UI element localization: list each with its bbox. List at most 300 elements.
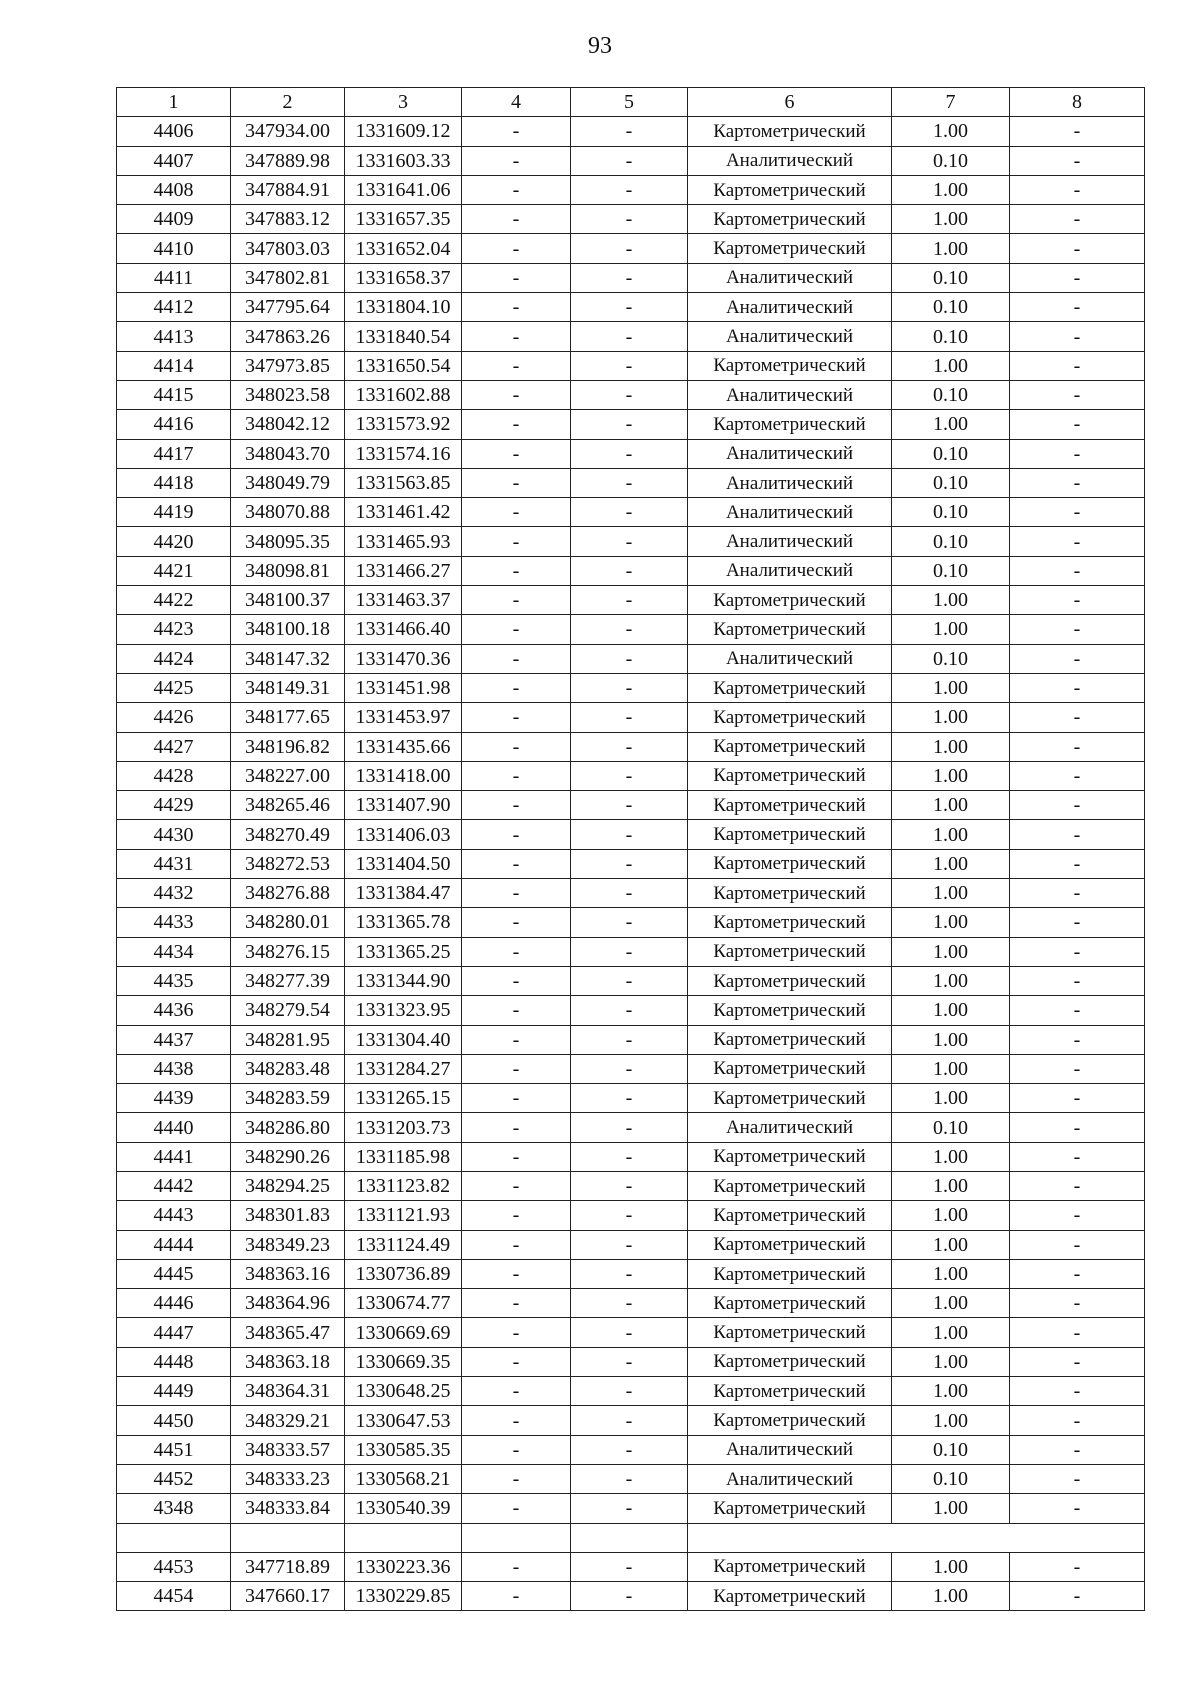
table-row — [117, 1435, 1145, 1464]
column-header: 2 — [231, 88, 345, 117]
table-row — [117, 410, 1145, 439]
table-cell: - — [1010, 937, 1145, 966]
table-cell: 4415 — [117, 380, 231, 409]
table-cell: Картометрический — [688, 1318, 892, 1347]
table-cell: 1331840.54 — [345, 322, 462, 351]
table-cell: - — [1010, 1025, 1145, 1054]
table-cell: - — [571, 1318, 688, 1347]
table-row — [117, 1464, 1145, 1493]
table-cell: - — [1010, 234, 1145, 263]
table-cell: - — [462, 1318, 571, 1347]
table-cell: Аналитический — [688, 1113, 892, 1142]
table-cell-empty — [231, 1523, 345, 1552]
table-cell: - — [571, 1054, 688, 1083]
table-cell: 348333.57 — [231, 1435, 345, 1464]
table-cell: Аналитический — [688, 439, 892, 468]
table-row — [117, 966, 1145, 995]
table-cell: 1.00 — [892, 1377, 1010, 1406]
table-cell: - — [1010, 673, 1145, 702]
table-cell: 348363.18 — [231, 1347, 345, 1376]
table-cell: 348329.21 — [231, 1406, 345, 1435]
table-row — [117, 1113, 1145, 1142]
table-cell: Картометрический — [688, 1171, 892, 1200]
table-cell: - — [1010, 351, 1145, 380]
table-cell: - — [462, 1142, 571, 1171]
table-cell: 1.00 — [892, 703, 1010, 732]
table-cell: 347795.64 — [231, 293, 345, 322]
table-cell: - — [462, 263, 571, 292]
table-cell: - — [462, 556, 571, 585]
table-cell: 4437 — [117, 1025, 231, 1054]
table-cell: 4452 — [117, 1464, 231, 1493]
table-cell: 0.10 — [892, 293, 1010, 322]
table-cell: - — [571, 322, 688, 351]
table-cell: - — [571, 410, 688, 439]
table-cell: 0.10 — [892, 1464, 1010, 1493]
column-header: 4 — [462, 88, 571, 117]
table-cell: 347863.26 — [231, 322, 345, 351]
table-cell: - — [462, 703, 571, 732]
table-cell: - — [462, 322, 571, 351]
table-cell: 348042.12 — [231, 410, 345, 439]
table-cell: 4406 — [117, 117, 231, 146]
table-cell: - — [462, 937, 571, 966]
table-cell-empty — [462, 1523, 571, 1552]
table-cell: 1.00 — [892, 908, 1010, 937]
table-cell: 0.10 — [892, 468, 1010, 497]
table-cell: 1331461.42 — [345, 498, 462, 527]
table-cell: 348365.47 — [231, 1318, 345, 1347]
table-cell: 4417 — [117, 439, 231, 468]
table-cell: 1331470.36 — [345, 644, 462, 673]
table-cell: 4421 — [117, 556, 231, 585]
table-cell: 348294.25 — [231, 1171, 345, 1200]
table-cell: 4441 — [117, 1142, 231, 1171]
table-cell: 1.00 — [892, 673, 1010, 702]
table-cell: - — [462, 644, 571, 673]
table-cell: 348280.01 — [231, 908, 345, 937]
table-cell: 4454 — [117, 1582, 231, 1611]
table-cell: 348100.37 — [231, 586, 345, 615]
table-cell: 1331435.66 — [345, 732, 462, 761]
table-row — [117, 820, 1145, 849]
table-cell: 347884.91 — [231, 175, 345, 204]
table-cell: - — [571, 1113, 688, 1142]
table-cell: - — [1010, 1347, 1145, 1376]
table-cell: 348049.79 — [231, 468, 345, 497]
table-cell: 4425 — [117, 673, 231, 702]
table-cell: 1.00 — [892, 1171, 1010, 1200]
table-row — [117, 175, 1145, 204]
table-cell: 1330674.77 — [345, 1289, 462, 1318]
table-cell: - — [1010, 879, 1145, 908]
table-row — [117, 1582, 1145, 1611]
table-cell: - — [571, 1171, 688, 1200]
table-cell: 4431 — [117, 849, 231, 878]
table-cell: Аналитический — [688, 556, 892, 585]
table-cell: - — [462, 234, 571, 263]
table-cell: 348283.48 — [231, 1054, 345, 1083]
table-cell: - — [1010, 380, 1145, 409]
table-cell: - — [1010, 556, 1145, 585]
table-cell: - — [1010, 1552, 1145, 1581]
table-cell: - — [462, 468, 571, 497]
table-cell: Картометрический — [688, 234, 892, 263]
table-cell: 348276.88 — [231, 879, 345, 908]
table-cell: - — [462, 1406, 571, 1435]
table-cell: 1330568.21 — [345, 1464, 462, 1493]
table-cell: Аналитический — [688, 498, 892, 527]
table-cell: - — [1010, 1054, 1145, 1083]
table-cell: 4420 — [117, 527, 231, 556]
table-cell: - — [1010, 1084, 1145, 1113]
table-cell: 1.00 — [892, 1406, 1010, 1435]
table-cell: - — [462, 849, 571, 878]
table-cell: - — [1010, 586, 1145, 615]
coordinates-table — [116, 87, 1145, 1611]
table-row — [117, 1318, 1145, 1347]
table-cell: 4445 — [117, 1259, 231, 1288]
column-header: 3 — [345, 88, 462, 117]
table-cell: - — [462, 996, 571, 1025]
table-cell: - — [462, 1230, 571, 1259]
table-cell: - — [1010, 175, 1145, 204]
table-cell: - — [571, 761, 688, 790]
table-cell: - — [1010, 1318, 1145, 1347]
table-cell: - — [571, 468, 688, 497]
table-cell: 0.10 — [892, 439, 1010, 468]
table-cell: 1330647.53 — [345, 1406, 462, 1435]
table-cell: - — [1010, 468, 1145, 497]
table-cell: - — [462, 1347, 571, 1376]
table-cell: - — [1010, 1113, 1145, 1142]
table-cell: 1.00 — [892, 1084, 1010, 1113]
table-cell: - — [571, 1347, 688, 1376]
table-cell: Аналитический — [688, 644, 892, 673]
table-cell: Картометрический — [688, 615, 892, 644]
table-row — [117, 732, 1145, 761]
table-cell: 4449 — [117, 1377, 231, 1406]
table-cell: 1331466.40 — [345, 615, 462, 644]
table-cell: - — [571, 1201, 688, 1230]
table-cell: 1331463.37 — [345, 586, 462, 615]
table-cell: - — [571, 1259, 688, 1288]
table-row — [117, 146, 1145, 175]
table-cell: 4442 — [117, 1171, 231, 1200]
table-cell: 0.10 — [892, 380, 1010, 409]
table-cell: - — [1010, 1230, 1145, 1259]
table-cell: 1331641.06 — [345, 175, 462, 204]
table-cell: 4419 — [117, 498, 231, 527]
table-cell: - — [571, 966, 688, 995]
table-cell: Аналитический — [688, 322, 892, 351]
table-cell: 348277.39 — [231, 966, 345, 995]
table-cell: Картометрический — [688, 1494, 892, 1523]
table-cell: 1331203.73 — [345, 1113, 462, 1142]
table-row — [117, 673, 1145, 702]
table-cell: 347883.12 — [231, 205, 345, 234]
table-cell: 348265.46 — [231, 791, 345, 820]
table-cell: 1330229.85 — [345, 1582, 462, 1611]
table-cell: 4407 — [117, 146, 231, 175]
table-row — [117, 791, 1145, 820]
table-cell: 1331185.98 — [345, 1142, 462, 1171]
table-cell: 1331602.88 — [345, 380, 462, 409]
table-cell: - — [571, 879, 688, 908]
table-row — [117, 293, 1145, 322]
table-cell: - — [462, 1494, 571, 1523]
table-cell: 1331603.33 — [345, 146, 462, 175]
table-cell: 4426 — [117, 703, 231, 732]
table-cell: Картометрический — [688, 761, 892, 790]
table-cell: - — [571, 1552, 688, 1581]
column-header: 1 — [117, 88, 231, 117]
table-cell: 348227.00 — [231, 761, 345, 790]
table-cell: 4414 — [117, 351, 231, 380]
table-cell: 4434 — [117, 937, 231, 966]
table-cell: - — [1010, 1259, 1145, 1288]
table-cell: 347934.00 — [231, 117, 345, 146]
table-cell: - — [571, 498, 688, 527]
table-cell: 1331365.25 — [345, 937, 462, 966]
table-cell: 348286.80 — [231, 1113, 345, 1142]
table-cell: 1.00 — [892, 351, 1010, 380]
table-cell: - — [1010, 1201, 1145, 1230]
table-cell: 1331406.03 — [345, 820, 462, 849]
table-cell: 347802.81 — [231, 263, 345, 292]
table-cell: - — [571, 1582, 688, 1611]
table-cell: 4424 — [117, 644, 231, 673]
table-cell: - — [462, 117, 571, 146]
table-row — [117, 937, 1145, 966]
table-cell: 1331650.54 — [345, 351, 462, 380]
table-cell: Картометрический — [688, 1406, 892, 1435]
table-cell: 348149.31 — [231, 673, 345, 702]
table-row — [117, 1084, 1145, 1113]
table-cell: 348272.53 — [231, 849, 345, 878]
table-cell: - — [462, 908, 571, 937]
table-cell: 348095.35 — [231, 527, 345, 556]
table-cell: 1331323.95 — [345, 996, 462, 1025]
table-cell: - — [1010, 410, 1145, 439]
table-row — [117, 1230, 1145, 1259]
table-cell-empty — [688, 1523, 1145, 1552]
table-cell: - — [462, 498, 571, 527]
table-cell: 1.00 — [892, 1230, 1010, 1259]
table-row — [117, 322, 1145, 351]
table-cell: - — [571, 996, 688, 1025]
table-cell: 1.00 — [892, 1025, 1010, 1054]
table-cell: Аналитический — [688, 1435, 892, 1464]
table-cell: - — [571, 1142, 688, 1171]
table-cell: 348098.81 — [231, 556, 345, 585]
table-cell: 4428 — [117, 761, 231, 790]
table-cell: Картометрический — [688, 849, 892, 878]
table-cell: 347718.89 — [231, 1552, 345, 1581]
table-cell: 4418 — [117, 468, 231, 497]
table-cell: - — [1010, 1494, 1145, 1523]
table-cell: - — [571, 1289, 688, 1318]
table-cell: 1331124.49 — [345, 1230, 462, 1259]
table-cell: 348177.65 — [231, 703, 345, 732]
table-cell: 1.00 — [892, 879, 1010, 908]
table-cell: - — [462, 615, 571, 644]
table-row — [117, 498, 1145, 527]
table-cell: 1331657.35 — [345, 205, 462, 234]
table-row — [117, 1054, 1145, 1083]
table-row — [117, 234, 1145, 263]
table-cell: 347889.98 — [231, 146, 345, 175]
table-cell: Аналитический — [688, 263, 892, 292]
table-cell: 1330736.89 — [345, 1259, 462, 1288]
table-row — [117, 205, 1145, 234]
table-cell: 4443 — [117, 1201, 231, 1230]
table-row — [117, 1171, 1145, 1200]
table-cell: - — [571, 439, 688, 468]
table-cell: - — [462, 527, 571, 556]
table-cell: 1331265.15 — [345, 1084, 462, 1113]
table-cell: - — [462, 351, 571, 380]
table-cell: 1.00 — [892, 205, 1010, 234]
table-cell: Картометрический — [688, 673, 892, 702]
table-cell: 1331466.27 — [345, 556, 462, 585]
table-cell: - — [571, 791, 688, 820]
table-cell: - — [462, 410, 571, 439]
table-cell: 1.00 — [892, 820, 1010, 849]
table-cell: 1.00 — [892, 175, 1010, 204]
table-cell: - — [571, 263, 688, 292]
table-cell: Аналитический — [688, 468, 892, 497]
table-cell: 1.00 — [892, 1347, 1010, 1376]
table-cell-empty — [571, 1523, 688, 1552]
table-cell: Картометрический — [688, 586, 892, 615]
table-cell: 1.00 — [892, 117, 1010, 146]
table-cell: - — [462, 732, 571, 761]
table-cell: Картометрический — [688, 1025, 892, 1054]
table-cell: 348043.70 — [231, 439, 345, 468]
table-cell: - — [571, 1025, 688, 1054]
table-cell: - — [571, 1377, 688, 1406]
table-row — [117, 527, 1145, 556]
table-cell: 4438 — [117, 1054, 231, 1083]
table-cell: 1.00 — [892, 791, 1010, 820]
table-cell: Картометрический — [688, 703, 892, 732]
table-cell: 1331344.90 — [345, 966, 462, 995]
table-cell: 1330540.39 — [345, 1494, 462, 1523]
table-row — [117, 849, 1145, 878]
table-cell: - — [1010, 1406, 1145, 1435]
table-cell: - — [462, 966, 571, 995]
table-cell: 1331574.16 — [345, 439, 462, 468]
table-cell: 348333.84 — [231, 1494, 345, 1523]
table-cell: - — [571, 586, 688, 615]
table-cell: 1331609.12 — [345, 117, 462, 146]
table-cell: 1.00 — [892, 996, 1010, 1025]
table-cell: - — [571, 1230, 688, 1259]
table-cell: - — [462, 820, 571, 849]
table-cell: - — [1010, 1582, 1145, 1611]
table-cell: - — [462, 1113, 571, 1142]
table-cell: Картометрический — [688, 908, 892, 937]
table-cell: 348070.88 — [231, 498, 345, 527]
table-cell: 4412 — [117, 293, 231, 322]
table-cell: 4440 — [117, 1113, 231, 1142]
table-cell: Картометрический — [688, 1201, 892, 1230]
table-cell: 348301.83 — [231, 1201, 345, 1230]
table-cell: - — [462, 205, 571, 234]
table-cell: - — [571, 1464, 688, 1493]
table-cell: 348363.16 — [231, 1259, 345, 1288]
table-cell: 4411 — [117, 263, 231, 292]
table-cell: - — [571, 380, 688, 409]
table-cell: - — [571, 1406, 688, 1435]
table-cell: - — [462, 380, 571, 409]
table-cell: 1.00 — [892, 586, 1010, 615]
table-cell: - — [1010, 1171, 1145, 1200]
table-cell: - — [571, 556, 688, 585]
table-cell: 348279.54 — [231, 996, 345, 1025]
table-cell: Картометрический — [688, 937, 892, 966]
table-cell: - — [571, 732, 688, 761]
table-cell: Картометрический — [688, 175, 892, 204]
table-cell: 4422 — [117, 586, 231, 615]
table-cell: - — [571, 293, 688, 322]
table-row — [117, 1494, 1145, 1523]
table-cell: Картометрический — [688, 117, 892, 146]
table-cell: 4416 — [117, 410, 231, 439]
table-cell: 348290.26 — [231, 1142, 345, 1171]
table-cell: - — [1010, 1289, 1145, 1318]
table-cell: - — [1010, 761, 1145, 790]
table-cell: 348100.18 — [231, 615, 345, 644]
table-cell: 1.00 — [892, 1552, 1010, 1581]
table-cell: 0.10 — [892, 322, 1010, 351]
table-cell: 1331407.90 — [345, 791, 462, 820]
column-header: 6 — [688, 88, 892, 117]
table-cell: - — [1010, 820, 1145, 849]
table-cell: 1331563.85 — [345, 468, 462, 497]
table-cell: - — [571, 205, 688, 234]
table-cell: - — [1010, 1377, 1145, 1406]
table-row — [117, 263, 1145, 292]
table-cell: - — [462, 791, 571, 820]
table-row — [117, 1025, 1145, 1054]
table-row — [117, 586, 1145, 615]
table-cell: 1331652.04 — [345, 234, 462, 263]
table-cell: 4433 — [117, 908, 231, 937]
table-cell: - — [462, 1084, 571, 1113]
table-cell: 4447 — [117, 1318, 231, 1347]
table-cell: - — [1010, 644, 1145, 673]
table-row — [117, 1142, 1145, 1171]
table-row — [117, 1289, 1145, 1318]
table-cell: - — [1010, 146, 1145, 175]
table-cell: 0.10 — [892, 527, 1010, 556]
table-cell: 0.10 — [892, 1435, 1010, 1464]
table-cell: 4409 — [117, 205, 231, 234]
table-cell: - — [462, 1377, 571, 1406]
table-cell: Картометрический — [688, 1347, 892, 1376]
table-cell: 348196.82 — [231, 732, 345, 761]
table-cell: - — [462, 761, 571, 790]
table-cell: 4432 — [117, 879, 231, 908]
table-cell: - — [571, 234, 688, 263]
table-cell: Картометрический — [688, 791, 892, 820]
table-cell: - — [571, 644, 688, 673]
table-header-row — [117, 88, 1145, 117]
table-cell: 1.00 — [892, 1582, 1010, 1611]
table-cell: Картометрический — [688, 1054, 892, 1083]
